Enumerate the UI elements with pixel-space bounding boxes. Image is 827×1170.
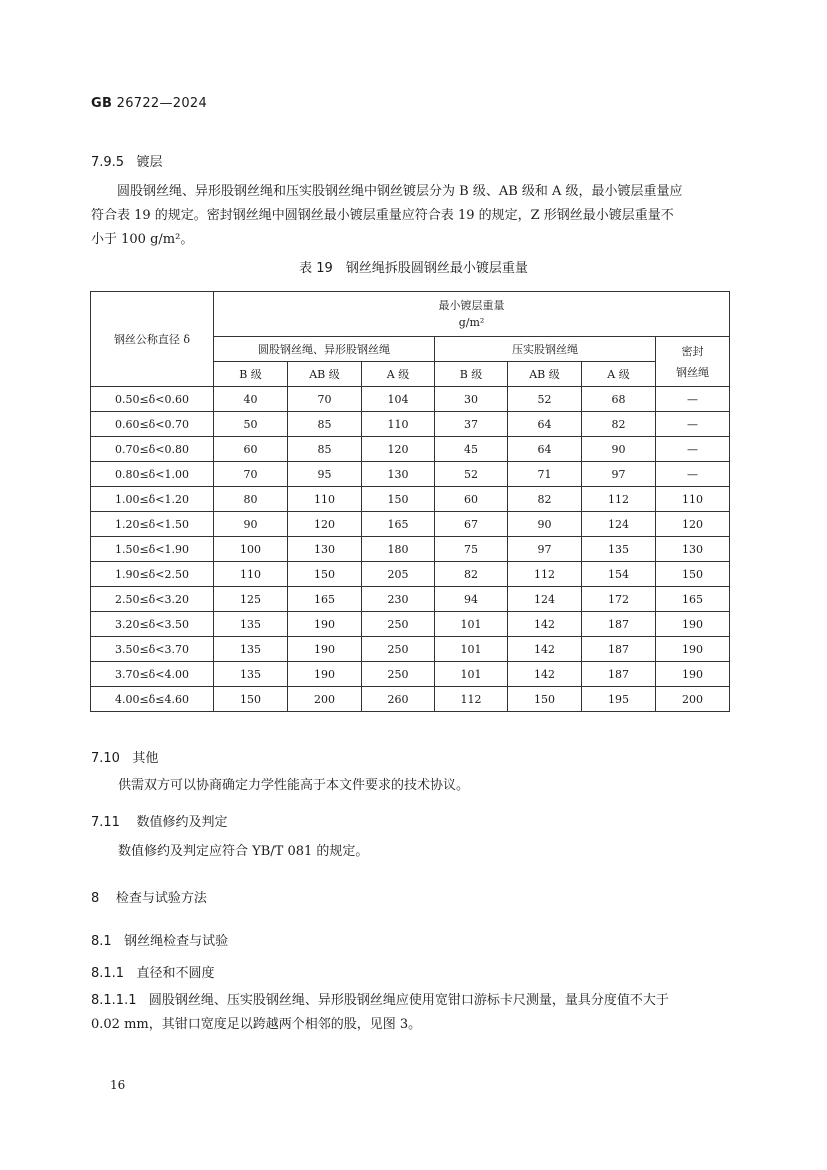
- page-number: 16: [110, 1078, 126, 1092]
- coating-value-cell: 67: [435, 512, 508, 537]
- table-row: [91, 537, 730, 562]
- coating-value-cell: 104: [362, 387, 435, 412]
- header-sealed-line1: 密封: [681, 344, 704, 358]
- header-group-compact: 压实股钢丝绳: [435, 337, 656, 362]
- coating-value-cell: 142: [508, 662, 582, 687]
- coating-value-cell: 97: [582, 462, 656, 487]
- section-7-11-heading: [91, 811, 228, 830]
- coating-value-cell: 124: [582, 512, 656, 537]
- header-grade: B 级: [214, 362, 288, 387]
- coating-value-cell: 52: [435, 462, 508, 487]
- standard-number: 26722—2024: [116, 96, 208, 111]
- coating-value-cell: 82: [508, 487, 582, 512]
- paragraph-line: 符合表 19 的规定。密封钢丝绳中圆钢丝最小镀层重量应符合表 19 的规定，Z 形钢丝最小镀层重量不: [91, 208, 674, 223]
- coating-value-cell: 52: [508, 387, 582, 412]
- diameter-range-cell: 3.20≤δ<3.50: [91, 612, 214, 637]
- table-row: [91, 512, 730, 537]
- coating-value-cell: 230: [362, 587, 435, 612]
- coating-value-cell: 190: [288, 662, 362, 687]
- header-min-coating-label: 最小镀层重量: [438, 299, 505, 312]
- coating-value-cell: 101: [435, 637, 508, 662]
- section-title: 钢丝绳检查与试验: [124, 934, 229, 949]
- paragraph-line: 数值修约及判定应符合 YB/T 081 的规定。: [118, 844, 369, 859]
- coating-value-cell: 187: [582, 662, 656, 687]
- coating-value-cell: 120: [288, 512, 362, 537]
- header-sealed-line2: 钢丝绳: [676, 365, 710, 379]
- table-row: [91, 562, 730, 587]
- coating-value-cell: 150: [288, 562, 362, 587]
- coating-value-cell: 260: [362, 687, 435, 712]
- coating-value-cell: 205: [362, 562, 435, 587]
- section-title: 直径和不圆度: [136, 966, 215, 981]
- standard-code: GB: [91, 96, 113, 111]
- coating-value-cell: 250: [362, 662, 435, 687]
- document-header: [91, 96, 207, 111]
- section-7-10-heading: [91, 747, 158, 766]
- coating-value-cell: 80: [214, 487, 288, 512]
- diameter-range-cell: 1.20≤δ<1.50: [91, 512, 214, 537]
- header-grade: B 级: [435, 362, 508, 387]
- table-row: [91, 487, 730, 512]
- header-group-round: 圆股钢丝绳、异形股钢丝绳: [214, 337, 435, 362]
- section-title: 数值修约及判定: [136, 815, 228, 830]
- coating-value-cell: 125: [214, 587, 288, 612]
- header-min-coating: [214, 292, 730, 337]
- table-row: [91, 462, 730, 487]
- table-row: [91, 387, 730, 412]
- coating-value-cell: 142: [508, 637, 582, 662]
- coating-value-cell: 85: [288, 437, 362, 462]
- coating-value-cell: 112: [435, 687, 508, 712]
- header-grade: A 级: [362, 362, 435, 387]
- diameter-range-cell: 3.70≤δ<4.00: [91, 662, 214, 687]
- paragraph-line: 小于 100 g/m²。: [91, 232, 194, 247]
- coating-value-cell: —: [656, 412, 730, 437]
- coating-value-cell: 190: [656, 662, 730, 687]
- coating-value-cell: —: [656, 437, 730, 462]
- coating-value-cell: 120: [362, 437, 435, 462]
- coating-value-cell: 101: [435, 612, 508, 637]
- coating-value-cell: 60: [214, 437, 288, 462]
- coating-value-cell: 112: [508, 562, 582, 587]
- diameter-range-cell: 0.70≤δ<0.80: [91, 437, 214, 462]
- section-title: 镀层: [136, 155, 163, 170]
- header-grade: A 级: [582, 362, 656, 387]
- section-title: 检查与试验方法: [115, 891, 207, 906]
- coating-value-cell: 165: [656, 587, 730, 612]
- section-number: 8.1: [91, 934, 112, 949]
- coating-value-cell: 190: [656, 637, 730, 662]
- paragraph-line: 供需双方可以协商确定力学性能高于本文件要求的技术协议。: [118, 778, 470, 793]
- coating-value-cell: 190: [288, 637, 362, 662]
- diameter-range-cell: 0.60≤δ<0.70: [91, 412, 214, 437]
- coating-value-cell: 187: [582, 637, 656, 662]
- section-8-heading: [91, 887, 207, 906]
- coating-value-cell: 70: [214, 462, 288, 487]
- coating-value-cell: 90: [508, 512, 582, 537]
- diameter-range-cell: 4.00≤δ≤4.60: [91, 687, 214, 712]
- coating-value-cell: 250: [362, 612, 435, 637]
- coating-value-cell: 71: [508, 462, 582, 487]
- table-row: [91, 687, 730, 712]
- coating-value-cell: 100: [214, 537, 288, 562]
- coating-value-cell: 130: [288, 537, 362, 562]
- paragraph-text: 圆股钢丝绳、压实股钢丝绳、异形股钢丝绳应使用宽钳口游标卡尺测量，量具分度值不大于: [148, 993, 669, 1008]
- coating-value-cell: 120: [656, 512, 730, 537]
- table-caption: 表 19 钢丝绳拆股圆钢丝最小镀层重量: [299, 261, 528, 276]
- coating-value-cell: 200: [288, 687, 362, 712]
- coating-value-cell: 82: [435, 562, 508, 587]
- header-sealed: [656, 337, 730, 387]
- coating-value-cell: 75: [435, 537, 508, 562]
- table-row: [91, 412, 730, 437]
- coating-value-cell: 110: [362, 412, 435, 437]
- section-8-1-1-heading: [91, 962, 215, 981]
- section-number: 8.1.1: [91, 966, 125, 981]
- coating-value-cell: 97: [508, 537, 582, 562]
- coating-value-cell: 64: [508, 412, 582, 437]
- coating-value-cell: 200: [656, 687, 730, 712]
- coating-value-cell: 180: [362, 537, 435, 562]
- coating-value-cell: 70: [288, 387, 362, 412]
- coating-value-cell: 135: [214, 612, 288, 637]
- coating-value-cell: 190: [656, 612, 730, 637]
- section-number: 7.11: [91, 815, 120, 830]
- section-number: 8: [91, 891, 100, 906]
- coating-value-cell: 190: [288, 612, 362, 637]
- section-title: 其他: [132, 751, 159, 766]
- section-number: 7.10: [91, 751, 120, 766]
- diameter-range-cell: 0.50≤δ<0.60: [91, 387, 214, 412]
- coating-value-cell: 195: [582, 687, 656, 712]
- coating-value-cell: 30: [435, 387, 508, 412]
- coating-value-cell: 150: [508, 687, 582, 712]
- header-grade: AB 级: [508, 362, 582, 387]
- coating-value-cell: 150: [214, 687, 288, 712]
- section-7-9-5-heading: [91, 151, 163, 170]
- table-row: [91, 637, 730, 662]
- coating-value-cell: 60: [435, 487, 508, 512]
- coating-value-cell: 165: [288, 587, 362, 612]
- coating-weight-table: [90, 291, 730, 712]
- coating-value-cell: 110: [214, 562, 288, 587]
- coating-value-cell: 94: [435, 587, 508, 612]
- coating-value-cell: 142: [508, 612, 582, 637]
- coating-value-cell: 64: [508, 437, 582, 462]
- coating-value-cell: 40: [214, 387, 288, 412]
- coating-value-cell: —: [656, 387, 730, 412]
- coating-value-cell: 165: [362, 512, 435, 537]
- coating-value-cell: 101: [435, 662, 508, 687]
- coating-value-cell: 90: [214, 512, 288, 537]
- coating-value-cell: 68: [582, 387, 656, 412]
- table-row: [91, 437, 730, 462]
- coating-value-cell: 85: [288, 412, 362, 437]
- coating-value-cell: 110: [288, 487, 362, 512]
- coating-value-cell: 187: [582, 612, 656, 637]
- diameter-range-cell: 0.80≤δ<1.00: [91, 462, 214, 487]
- coating-value-cell: —: [656, 462, 730, 487]
- table-row: [91, 612, 730, 637]
- header-diameter: 钢丝公称直径 δ: [91, 292, 214, 387]
- coating-value-cell: 250: [362, 637, 435, 662]
- coating-value-cell: 50: [214, 412, 288, 437]
- paragraph-line: [91, 988, 731, 1013]
- coating-value-cell: 154: [582, 562, 656, 587]
- paragraph-line: 0.02 mm，其钳口宽度足以跨越两个相邻的股，见图 3。: [91, 1017, 422, 1032]
- coating-value-cell: 130: [656, 537, 730, 562]
- coating-value-cell: 135: [214, 662, 288, 687]
- section-number: 7.9.5: [91, 155, 125, 170]
- coating-value-cell: 150: [656, 562, 730, 587]
- coating-value-cell: 150: [362, 487, 435, 512]
- diameter-range-cell: 2.50≤δ<3.20: [91, 587, 214, 612]
- coating-value-cell: 90: [582, 437, 656, 462]
- table-row: [91, 662, 730, 687]
- coating-value-cell: 112: [582, 487, 656, 512]
- diameter-range-cell: 1.90≤δ<2.50: [91, 562, 214, 587]
- coating-value-cell: 37: [435, 412, 508, 437]
- coating-value-cell: 110: [656, 487, 730, 512]
- table-row: [91, 587, 730, 612]
- header-unit: g/m²: [458, 316, 485, 329]
- coating-value-cell: 172: [582, 587, 656, 612]
- diameter-range-cell: 1.50≤δ<1.90: [91, 537, 214, 562]
- coating-value-cell: 135: [214, 637, 288, 662]
- coating-value-cell: 95: [288, 462, 362, 487]
- diameter-range-cell: 1.00≤δ<1.20: [91, 487, 214, 512]
- coating-value-cell: 135: [582, 537, 656, 562]
- paragraph-line: 圆股钢丝绳、异形股钢丝绳和压实股钢丝绳中钢丝镀层分为 B 级、AB 级和 A 级，最小镀层重量应: [117, 184, 683, 199]
- section-number: 8.1.1.1: [91, 993, 137, 1008]
- coating-value-cell: 45: [435, 437, 508, 462]
- diameter-range-cell: 3.50≤δ<3.70: [91, 637, 214, 662]
- header-grade: AB 级: [288, 362, 362, 387]
- section-8-1-heading: [91, 930, 228, 949]
- coating-value-cell: 124: [508, 587, 582, 612]
- coating-value-cell: 82: [582, 412, 656, 437]
- coating-value-cell: 130: [362, 462, 435, 487]
